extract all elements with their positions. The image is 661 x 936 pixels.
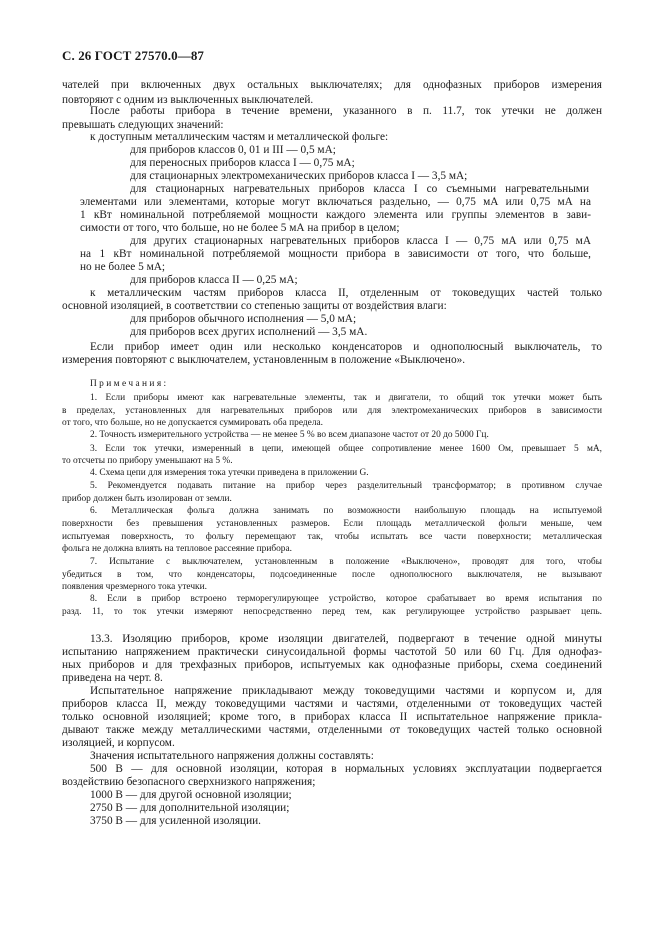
text-line: После работы прибора в течение времени, указанного в п. 11.7, ток утечки не должен [90,105,602,117]
note-line: появления чрезмерного тока утечки. [62,582,207,592]
note-line: 7. Испытание с выключателем, установленным в положение «Выключено», проводят для того, чтобы [90,557,602,567]
text-line: для приборов классов 0, 01 и III — 0,5 мА; [130,144,336,156]
text-line: 500 В — для основной изоляции, которая в нормальных условиях эксплуатации подвергается [90,763,602,775]
note-line: убедиться в том, что конденсаторы, подсоединенные после однополюсного выключателя, не вызывают [62,570,602,580]
note-line: 3. Если ток утечки, измеренный в цепи, имеющей общее сопротивление менее 1600 Ом, превышает 5 мА, [90,444,602,454]
note-line: 2. Точность измерительного устройства — не менее 5 % во всем диапазоне частот от 20 до 5000 Гц. [90,430,489,440]
note-line: в пределах, установленных для нагревательных приборов или для электромеханических приборов в зависимости [62,406,602,416]
note-line: 5. Рекомендуется подавать питание на прибор через разделительный трансформатор; в противном случае [90,481,602,491]
note-line: 6. Металлическая фольга должна занимать по возможности наибольшую площадь на испытуемой [90,506,602,516]
text-line: 3750 В — для усиленной изоляции. [90,815,262,827]
note-line: фольга не должна влиять на тепловое рассеяние прибора. [62,544,293,554]
note-line: 1. Если приборы имеют как нагревательные элементы, так и двигатели, то общий ток утечки может быть [90,393,602,403]
note-line: 4. Схема цепи для измерения тока утечки приведена в приложении G. [90,468,369,478]
text-line: приборов класса II, между токоведущими частями и частями, отделенными от токоведущих частей [62,698,602,710]
text-line: к доступным металлическим частям и металлической фольге: [90,131,389,143]
text-line: 1000 В — для другой основной изоляции; [90,789,292,801]
note-line: поверхности без превышения установленных размеров. Если площадь металлической фольги меньше, чем [62,519,602,529]
note-line: от того, что больше, но не допускается суммировать оба предела. [62,418,323,428]
text-line: основной изоляцией, в соответствии со степенью защиты от воздействия влаги: [62,300,447,312]
text-line: 2750 В — для дополнительной изоляции; [90,802,290,814]
text-line: для стационарных электромеханических приборов класса I — 3,5 мА; [130,170,468,182]
text-line: испытанию напряжением практически синусоидальной формы частотой 50 или 60 Гц. Для однофаз- [62,646,602,658]
note-line: то отсчеты по прибору уменьшают на 5 %. [62,456,233,466]
text-line: Испытательное напряжение прикладывают между токоведущими частями и корпусом и, для [90,685,602,697]
text-line: приведена на черт. 8. [62,672,163,684]
note-line: прибор должен быть изолирован от земли. [62,494,232,504]
text-line: дывают также между металлическими частями, отделенными от токоведущих частей только основной [62,724,602,736]
text-line: повторяют с одним из выключенных выключателей. [62,94,314,106]
text-line: для других стационарных нагревательных приборов класса I — 0,75 мА или 0,75 мА [130,235,591,247]
text-line: для приборов обычного исполнения — 5,0 мА; [130,313,357,325]
text-line: элементами или элементами, которые могут включаться раздельно, — 0,75 мА или 0,75 мА на [80,196,591,208]
text-line: для переносных приборов класса I — 0,75 мА; [130,157,355,169]
note-line: испытуемая поверхность, то фольгу перемещают так, чтобы испытать все части поверхности; металлическая [62,532,602,542]
notes-title: Примечания: [90,379,169,389]
text-line: 13.3. Изоляцию приборов, кроме изоляции двигателей, подвергают в течение одной минуты [90,633,602,645]
text-line: чателей при включенных двух остальных выключателях; для однофазных приборов измерения [62,79,602,91]
text-line: для приборов всех других исполнений — 3,5 мА. [130,326,368,338]
text-line: превышать следующих значений: [62,119,224,131]
text-line: воздействию безопасного сверхнизкого напряжения; [62,776,316,788]
page-header: С. 26 ГОСТ 27570.0—87 [62,48,205,63]
text-line: изоляцией, и корпусом. [62,737,175,749]
note-line: 8. Если в прибор встроено терморегулирующее устройство, которое срабатывает во время испытания по [90,594,602,604]
text-line: на 1 кВт номинальной потребляемой мощности прибора в зависимости от того, что больше, [80,248,591,260]
text-line: к металлическим частям приборов класса II, отделенным от токоведущих частей только [90,287,602,299]
text-line: Если прибор имеет один или несколько конденсаторов и однополюсный выключатель, то [90,341,602,353]
text-line: только основной изоляцией; кроме того, в приборах класса II испытательное напряжение прикла- [62,711,602,723]
note-line: разд. 11, то ток утечки измеряют непосредственно перед тем, как регулирующее устройство разрывает цепь. [62,607,602,617]
text-line: для стационарных нагревательных приборов класса I со съемными нагревательными [130,183,589,195]
text-line: 1 кВт номинальной потребляемой мощности каждого элемента или группы элементов в зави- [80,209,591,221]
text-line: симости от того, что больше, но не более 5 мА на прибор в целом; [80,222,400,234]
text-line: но не более 5 мА; [80,261,166,273]
text-line: измерения повторяют с выключателем, установленным в положение «Выключено». [62,354,466,366]
text-line: для приборов класса II — 0,25 мА; [130,274,298,286]
text-line: ных приборов и для трехфазных приборов, испытуемых как однофазные приборы, схема соединений [62,659,602,671]
text-line: Значения испытательного напряжения должны составлять: [90,750,374,762]
